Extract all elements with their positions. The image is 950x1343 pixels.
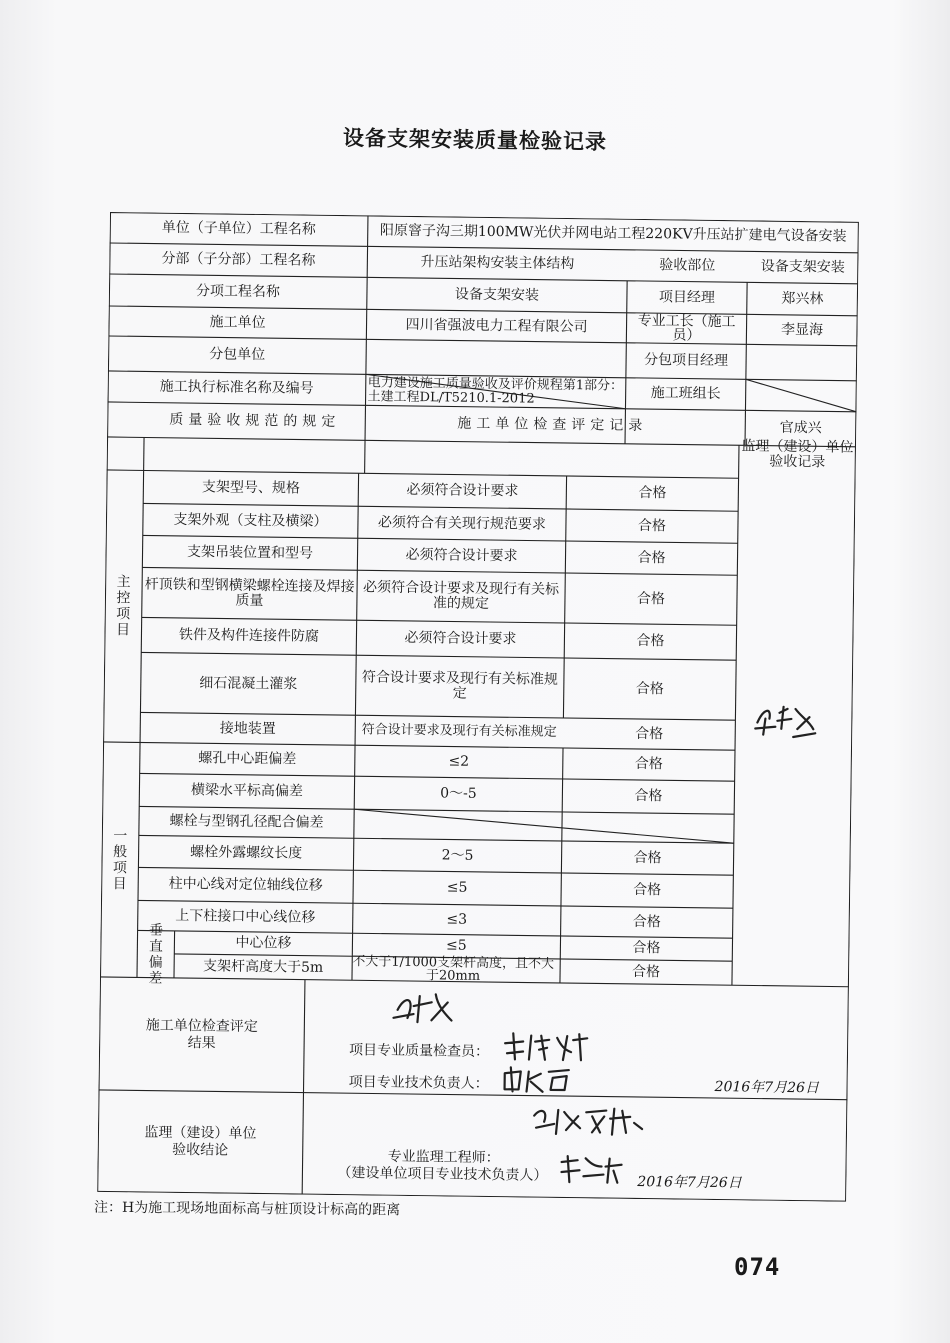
- main-item-requirement: 必须符合设计要求及现行有关标准的规定: [363, 579, 560, 612]
- team-leader-label: 施工班组长: [650, 385, 721, 403]
- main-item-requirement: 符合设计要求及现行有关标准规定: [361, 669, 559, 702]
- sub-part-label: 分部（子分部）工程名称: [161, 250, 316, 269]
- contractor-label: 施工单位: [209, 313, 266, 331]
- project-manager-label: 项目经理: [658, 288, 716, 306]
- general-item-name: 螺栓与型钢孔径配合偏差: [169, 812, 324, 831]
- main-item-name: 支架吊装位置和型号: [186, 543, 314, 562]
- inspection-table: [97, 212, 859, 1202]
- supervision-column-header: 监理（建设）单位验收记录: [741, 438, 854, 471]
- general-item-result: 合格: [633, 881, 662, 899]
- supervision-conclusion-handwriting: [530, 1102, 651, 1144]
- accept-part-value: 设备支架安装: [760, 258, 845, 276]
- general-item-result: 合格: [632, 939, 661, 957]
- inspector-signature: [501, 1029, 591, 1066]
- general-item-name: 上下柱接口中心线位移: [175, 907, 316, 926]
- general-item-name: 螺栓外露螺纹长度: [190, 843, 303, 862]
- item-name-label: 分项工程名称: [195, 282, 281, 300]
- main-item-result: 合格: [635, 725, 664, 742]
- main-item-name: 铁件及构件连接件防腐: [178, 626, 320, 645]
- general-item-name: 支架杆高度大于5m: [202, 957, 324, 976]
- contractor-conclusion-label: 施工单位检查评定结果: [145, 1017, 258, 1051]
- general-item-result: 合格: [633, 849, 662, 866]
- project-manager-value: 郑兴林: [781, 290, 824, 307]
- record-column-header: 施工单位检查评定记录: [457, 415, 648, 435]
- spec-column-header: 质量验收规范的规定: [169, 411, 341, 431]
- owner-tech-lead-label: （建设单位项目专业技术负责人）: [337, 1165, 548, 1184]
- main-item-requirement: 必须符合设计要求: [405, 546, 518, 564]
- main-item-result: 合格: [637, 549, 666, 566]
- supervising-engineer-signature: [557, 1152, 627, 1189]
- general-items-group: 一般项目: [112, 827, 128, 892]
- general-item-requirement: ≤2: [448, 753, 470, 770]
- item-name-value: 设备支架安装: [454, 286, 540, 304]
- main-item-name: 支架外观（支柱及横梁）: [173, 511, 328, 530]
- standard-value: 电力建设施工质量验收及评价规程第1部分：土建工程DL/T5210.1-2012: [367, 374, 624, 407]
- general-item-requirement: 不大于1/1000支架杆高度，且不大于20mm: [352, 954, 555, 984]
- footnote: 注：H为施工现场地面标高与桩顶设计标高的距离: [93, 1199, 401, 1219]
- unit-name-value: 阳原窨子沟三期100MW光伏并网电站工程220KV升压站扩建电气设备安装: [379, 222, 847, 245]
- tech-lead-signature: [500, 1063, 580, 1096]
- supervision-conclusion-label: 监理（建设）单位验收结论: [144, 1124, 257, 1159]
- sub-part-value: 升压站架构安装主体结构: [420, 254, 575, 273]
- vertical-deviation-group: 垂直偏差: [148, 922, 164, 987]
- foreman-value: 李显海: [780, 321, 824, 338]
- general-item-name: 螺孔中心距偏差: [198, 750, 297, 768]
- main-item-requirement: 符合设计要求及现行有关标准规定: [361, 722, 557, 740]
- sub-pm-label: 分包项目经理: [644, 352, 729, 370]
- standard-label: 施工执行标准名称及编号: [159, 378, 314, 397]
- inspector-label: 项目专业质量检查员：: [348, 1042, 490, 1061]
- main-item-name: 细石混凝土灌浆: [199, 674, 298, 692]
- general-item-name: 横梁水平标高偏差: [190, 782, 304, 800]
- team-leader-value: 官成兴: [779, 419, 822, 437]
- general-item-result: 合格: [631, 963, 661, 980]
- contractor-date: 2016年7月26日: [714, 1078, 820, 1097]
- main-item-result: 合格: [638, 484, 667, 502]
- supervision-date: 2016年7月26日: [637, 1173, 742, 1192]
- general-item-requirement: ≤3: [446, 910, 468, 928]
- general-item-requirement: 0～-5: [440, 785, 477, 802]
- subcontractor-label: 分包单位: [209, 346, 266, 364]
- page-number: 074: [734, 1253, 781, 1281]
- main-item-requirement: 必须符合设计要求: [406, 481, 519, 500]
- general-item-result: 合格: [634, 787, 663, 805]
- main-item-name: 支架型号、规格: [201, 479, 301, 497]
- accept-part-label: 验收部位: [659, 257, 716, 274]
- main-item-result: 合格: [636, 590, 666, 607]
- contractor-verdict-handwriting: [391, 988, 456, 1029]
- contractor-value: 四川省强波电力工程有限公司: [405, 316, 588, 335]
- general-item-requirement: 2～5: [441, 846, 474, 864]
- general-item-name: 中心位移: [235, 934, 292, 952]
- main-item-name: 杆顶铁和型钢横梁螺栓连接及焊接质量: [144, 576, 355, 610]
- supervision-verdict-handwriting: [751, 698, 822, 741]
- general-item-result: 合格: [634, 755, 663, 773]
- main-item-result: 合格: [636, 632, 665, 650]
- main-item-result: 合格: [637, 517, 667, 534]
- tech-lead-label: 项目专业技术负责人：: [348, 1074, 489, 1093]
- main-items-group: 主控项目: [115, 574, 131, 639]
- general-item-requirement: ≤5: [446, 879, 468, 896]
- general-item-name: 柱中心线对定位轴线位移: [168, 875, 323, 894]
- main-item-name: 接地装置: [219, 719, 276, 737]
- general-item-requirement: ≤5: [445, 937, 467, 954]
- general-item-result: [562, 812, 734, 843]
- supervising-engineer-label: 专业监理工程师：: [387, 1148, 500, 1167]
- main-item-requirement: 必须符合设计要求: [404, 629, 517, 648]
- form-title: 设备支架安装质量检验记录: [342, 125, 608, 155]
- main-item-result: 合格: [635, 680, 664, 697]
- main-item-requirement: 必须符合有关现行规范要求: [377, 514, 547, 533]
- general-item-requirement: [354, 809, 562, 841]
- foreman-label: 专业工长（施工员）: [637, 312, 736, 344]
- general-item-result: 合格: [632, 913, 661, 930]
- unit-name-label: 单位（子单位）工程名称: [161, 219, 316, 238]
